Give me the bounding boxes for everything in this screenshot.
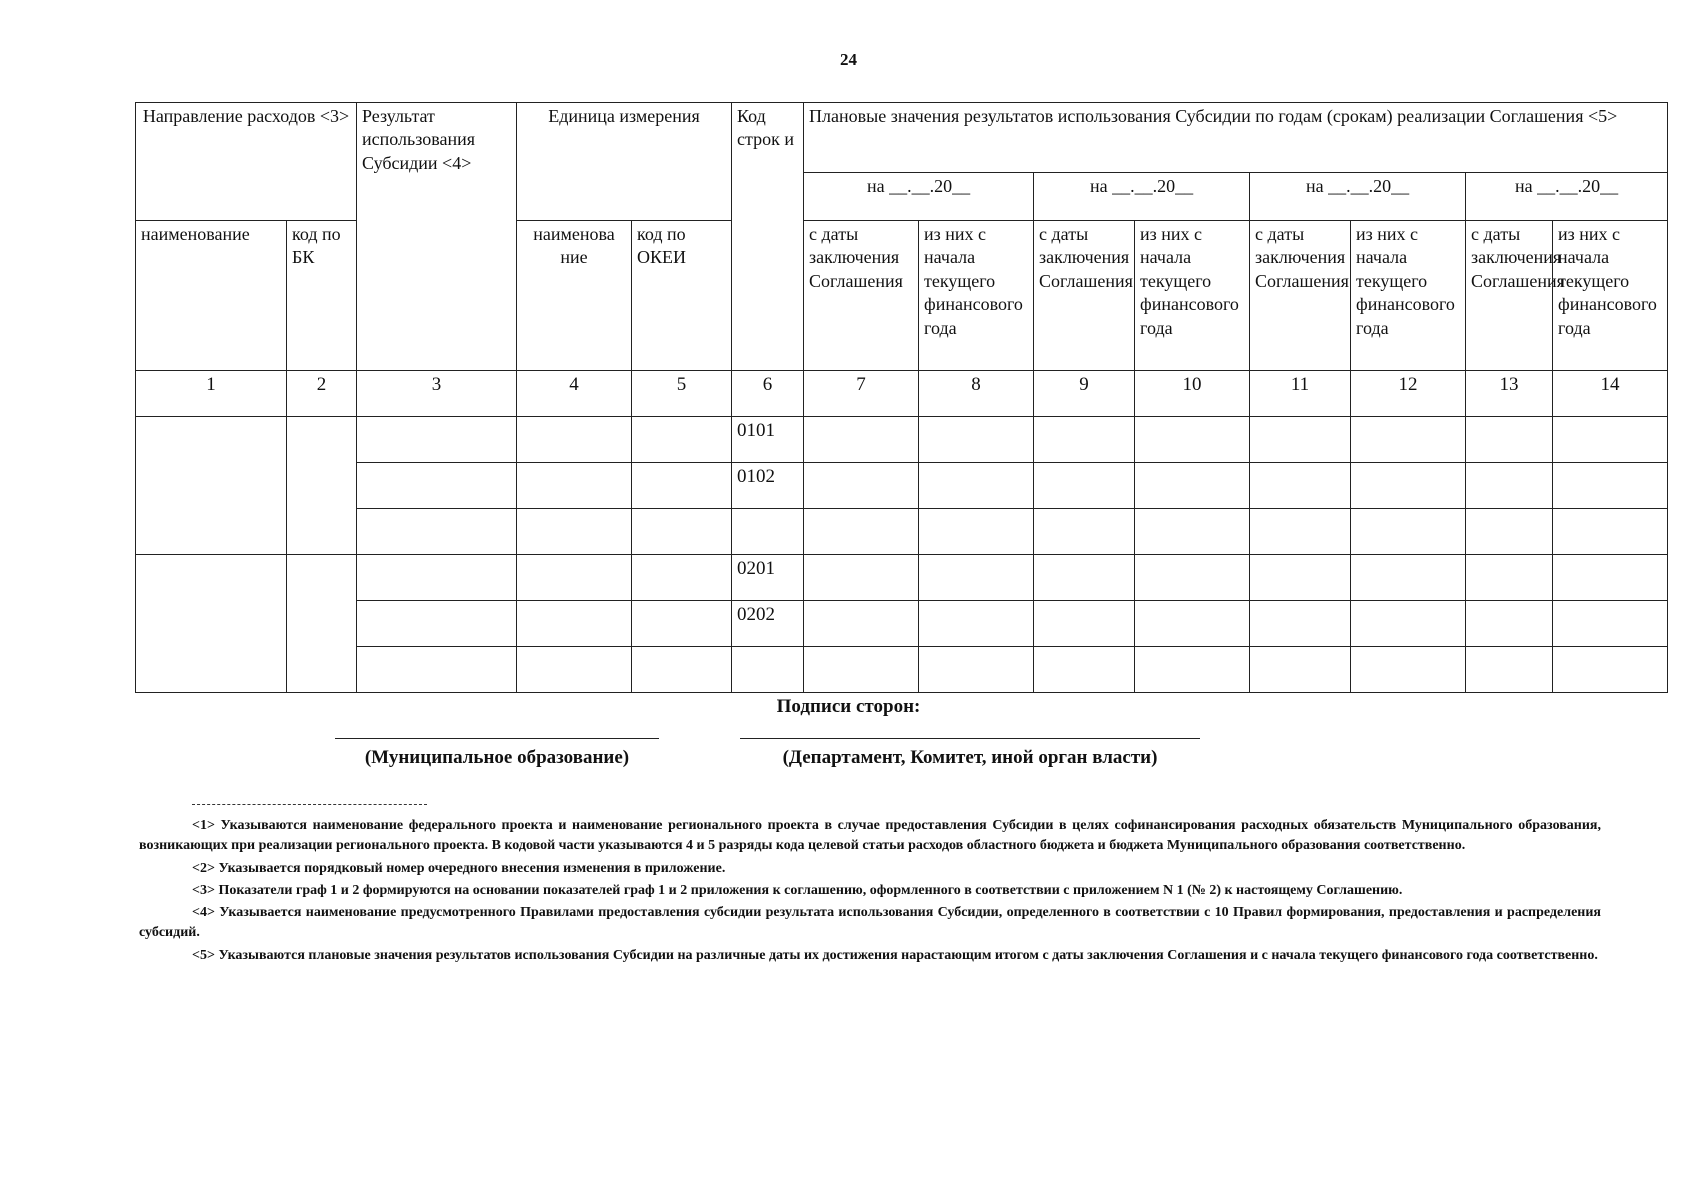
signature-line: [740, 738, 1200, 747]
footnote-1: <1> Указываются наименование федерального проекта и наименование регионального проекта в случае предоставления Субсидии в целях софинансирования расходных обязательств Муниципального образования, возникающих при реализации регионального проекта. В кодовой части указываются 4 и 5 разряды кода целевой статьи расходов областного бюджета и бюджета Муниципального образования соответственно.: [139, 818, 1601, 854]
table-row: [136, 601, 1668, 647]
header-bk-code: код по БК: [287, 221, 357, 371]
table-row: [136, 417, 1668, 463]
header-okei-code: код по ОКЕИ: [632, 221, 732, 371]
column-number: 4: [517, 371, 632, 417]
header-period-1: на __.__.20__: [804, 173, 1034, 221]
header-direction: Направление расходов <3>: [136, 103, 357, 221]
line-code: 0102: [732, 463, 804, 509]
line-code: 0201: [732, 555, 804, 601]
table-row: [136, 463, 1668, 509]
header-name: наименование: [136, 221, 287, 371]
column-number: 7: [804, 371, 919, 417]
line-code: 0101: [732, 417, 804, 463]
header-unit: Единица измерения: [517, 103, 732, 221]
signature-department-label: (Департамент, Комитет, иной орган власти): [782, 747, 1158, 768]
column-number: 14: [1553, 371, 1668, 417]
group-2-name-cell: [136, 555, 287, 693]
header-planned-values: Плановые значения результатов использования Субсидии по годам (срокам) реализации Соглашения <5>: [804, 103, 1668, 173]
group-2-bk-cell: [287, 555, 357, 693]
column-number-row: [136, 371, 1668, 417]
header-since-year-2: из них с начала текущего финансового года: [1135, 221, 1250, 371]
page-number: 24: [840, 50, 857, 69]
footnote-3: <3> Показатели граф 1 и 2 формируются на основании показателей граф 1 и 2 приложения к соглашению, оформленного в соответствии с приложением N 1 (№ 2) к настоящему Соглашению.: [192, 882, 1403, 898]
footnote-separator: [192, 804, 427, 805]
header-period-3: на __.__.20__: [1250, 173, 1466, 221]
header-period-4: на __.__.20__: [1466, 173, 1668, 221]
footnote-4: <4> Указывается наименование предусмотренного Правилами предоставления субсидии результата использования Субсидии, определенного в соответствии с 10 Правил формирования, предоставления и распределения субсидий.: [139, 905, 1601, 941]
header-unit-name: наименова ние: [517, 221, 632, 371]
signatures-title: Подписи сторон:: [776, 696, 921, 717]
column-number: 10: [1135, 371, 1250, 417]
table-row: [136, 509, 1668, 555]
header-since-agreement-4: с даты заключения Соглашения: [1466, 221, 1553, 371]
signature-municipality-label: (Муниципальное образование): [364, 747, 630, 768]
footnotes: [139, 816, 1601, 968]
header-since-year-1: из них с начала текущего финансового года: [919, 221, 1034, 371]
table-row: [136, 647, 1668, 693]
line-code: [732, 647, 804, 693]
group-1-name-cell: [136, 417, 287, 555]
group-1-bk-cell: [287, 417, 357, 555]
results-table: [135, 102, 1668, 693]
footnote-5: <5> Указываются плановые значения результатов использования Субсидии на различные даты их достижения нарастающим итогом с даты заключения Соглашения и с начала текущего финансового года соответственно.: [192, 947, 1598, 963]
table-row: [136, 555, 1668, 601]
footnote-2: <2> Указывается порядковый номер очередного внесения изменения в приложение.: [192, 860, 726, 876]
header-since-year-3: из них с начала текущего финансового года: [1351, 221, 1466, 371]
signature-line: [335, 738, 659, 747]
column-number: 11: [1250, 371, 1351, 417]
signature-municipality: [335, 738, 659, 769]
column-number: 3: [357, 371, 517, 417]
column-number: 9: [1034, 371, 1135, 417]
line-code: 0202: [732, 601, 804, 647]
header-since-agreement-2: с даты заключения Соглашения: [1034, 221, 1135, 371]
column-number: 1: [136, 371, 287, 417]
header-result: Результат использования Субсидии <4>: [357, 103, 517, 371]
header-since-agreement-1: с даты заключения Соглашения: [804, 221, 919, 371]
header-period-2: на __.__.20__: [1034, 173, 1250, 221]
column-number: 12: [1351, 371, 1466, 417]
column-number: 6: [732, 371, 804, 417]
column-number: 8: [919, 371, 1034, 417]
signature-department: [740, 738, 1200, 769]
column-number: 2: [287, 371, 357, 417]
column-number: 13: [1466, 371, 1553, 417]
header-since-agreement-3: с даты заключения Соглашения: [1250, 221, 1351, 371]
header-line-code: Код строк и: [732, 103, 804, 371]
line-code: [732, 509, 804, 555]
column-number: 5: [632, 371, 732, 417]
header-since-year-4: из них с начала текущего финансового года: [1553, 221, 1668, 371]
